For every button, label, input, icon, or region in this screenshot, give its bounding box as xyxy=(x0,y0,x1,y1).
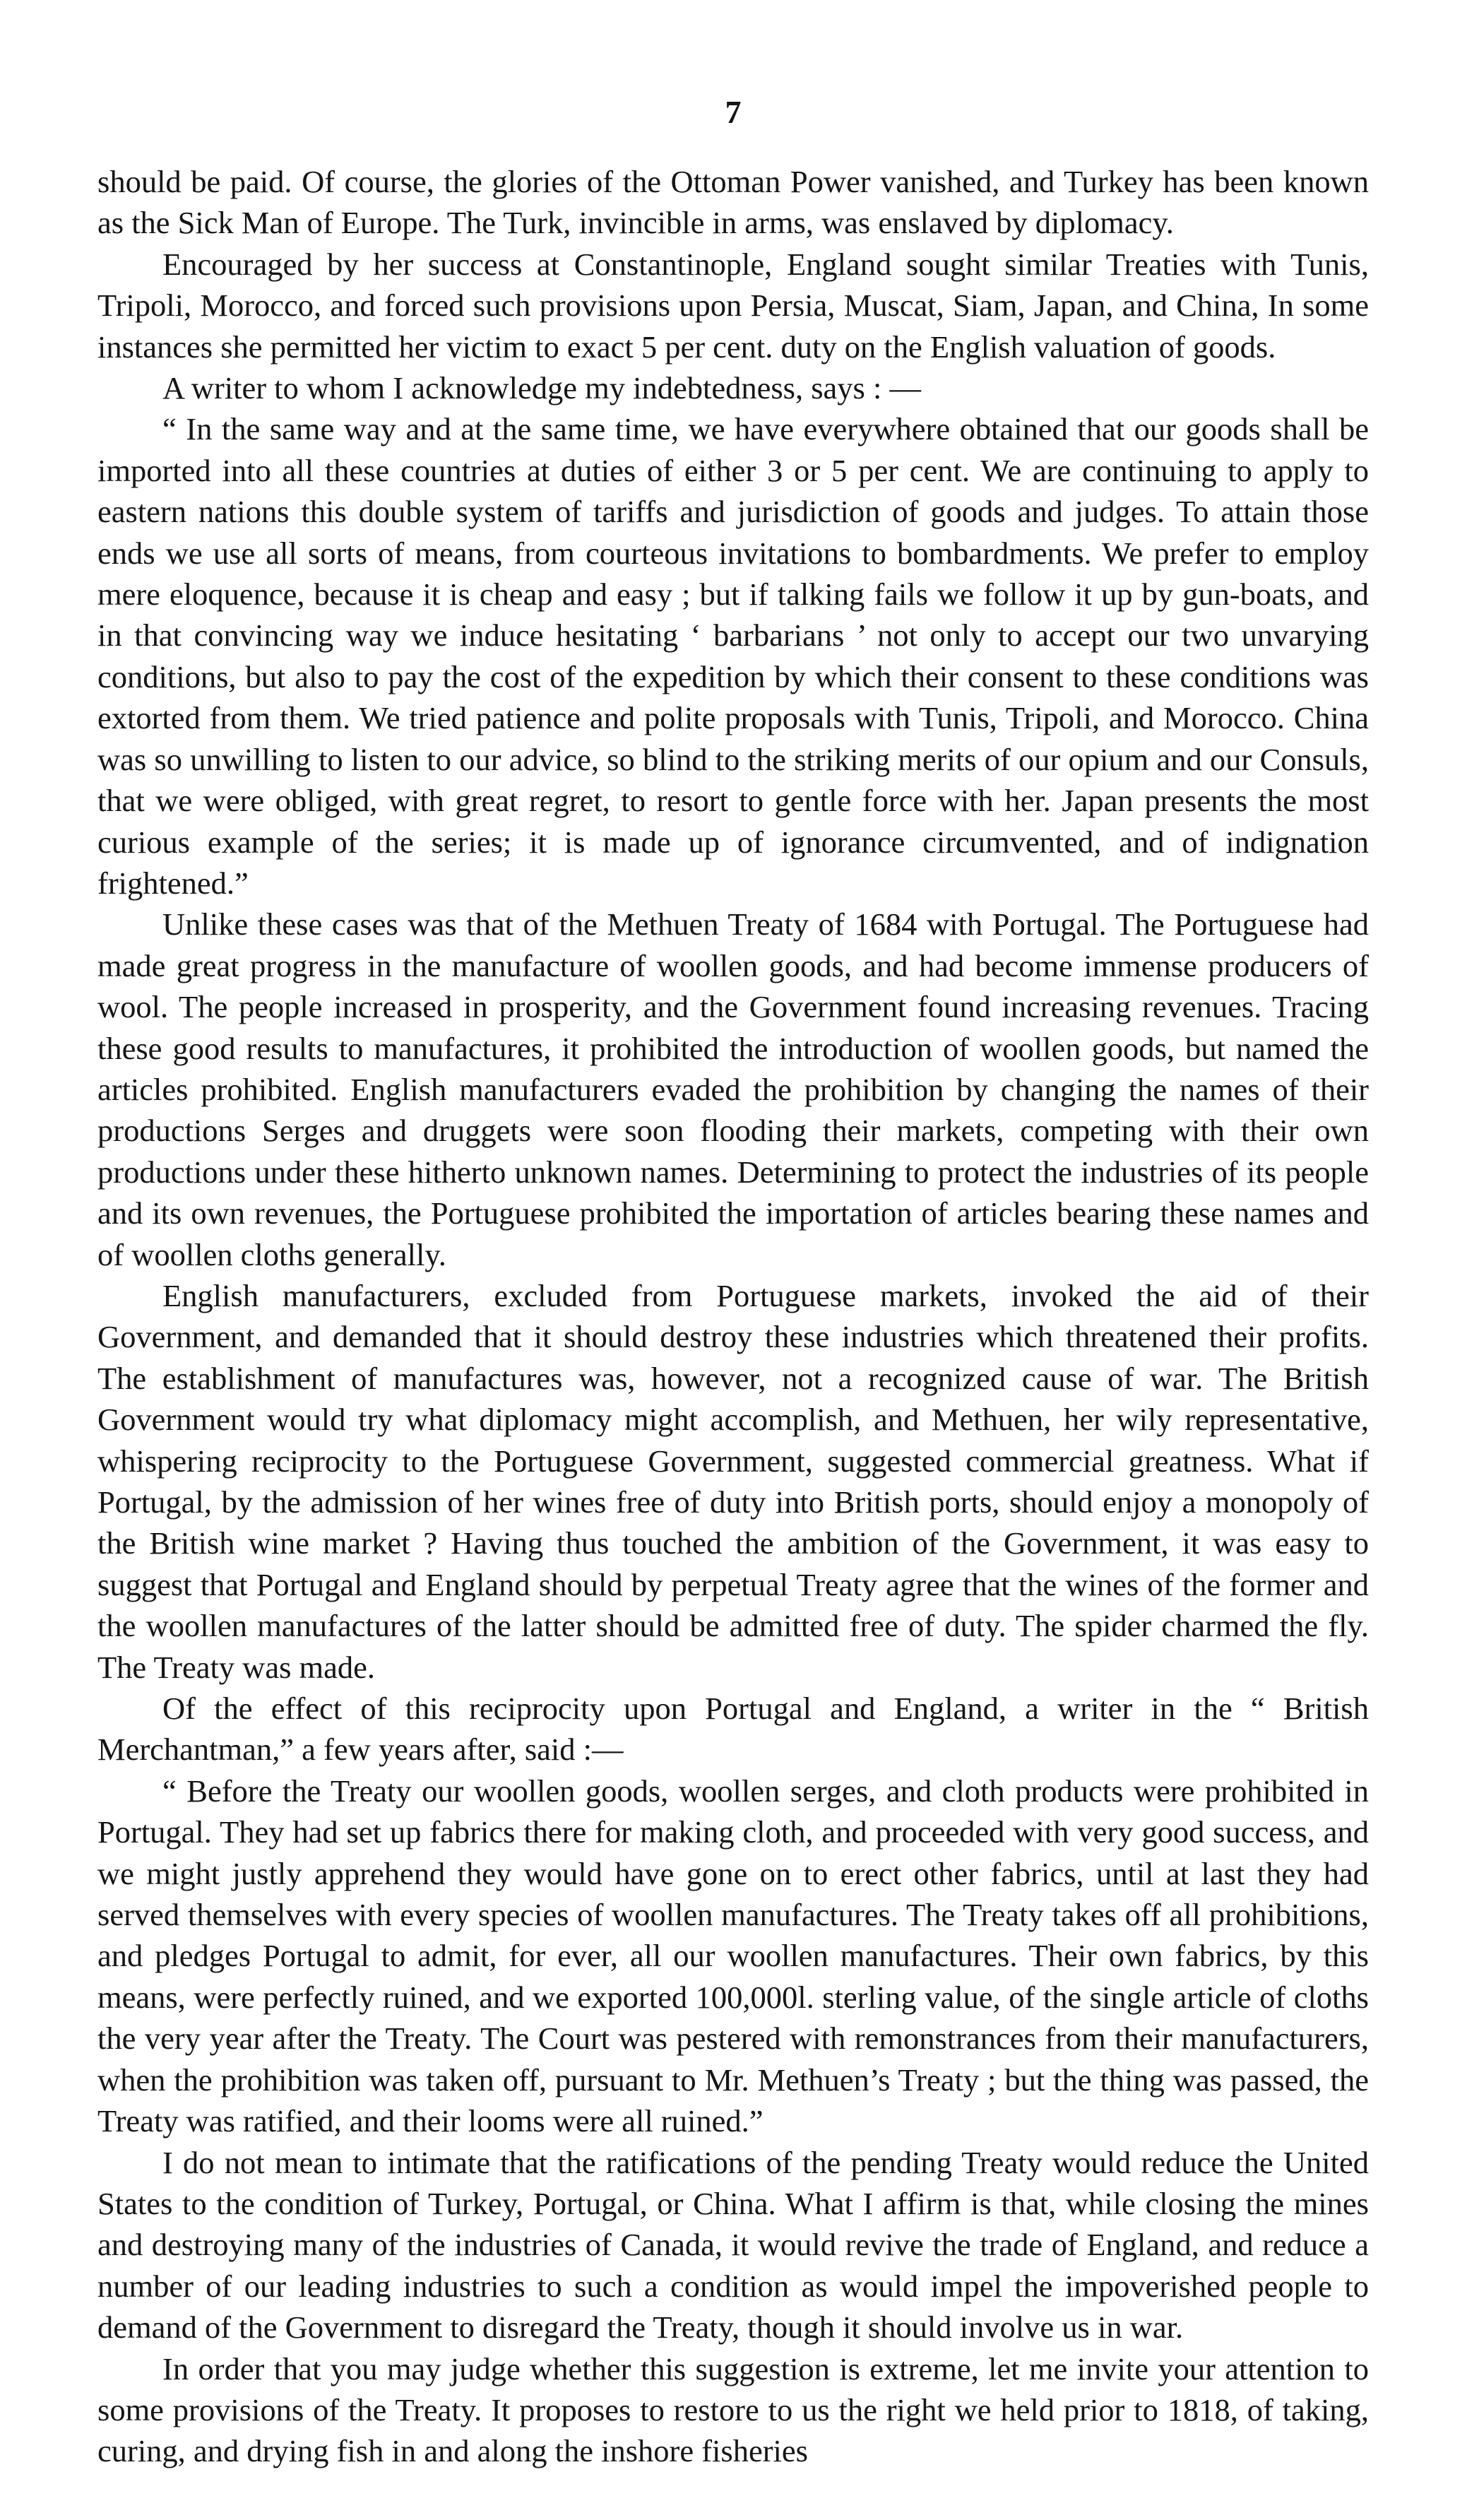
quotation-2: “ Before the Treaty our woollen goods, woollen serges, and cloth products were prohibited in Portugal. They had set up fabrics there for making cloth, and proceeded with very good success, and we might justly apprehend they would have gone on to erect other fabrics, until at last they had served themselves with every species of woollen manufactures. The Treaty takes off all prohibitions, and pledges Portugal to admit, for ever, all our woollen manufactures. Their own fabrics, by this means, were perfectly ruined, and we exported 100,000l. sterling value, of the single article of cloths the very year after the Treaty. The Court was pestered with remonstrances from their manufacturers, when the prohibition was taken off, pursuant to Mr. Methuen’s Treaty ; but the thing was passed, the Treaty was ratified, and their looms were all ruined.” xyxy=(97,1773,1369,2139)
paragraph-8: In order that you may judge whether this suggestion is extreme, let me invite your attention to some provisions of the Treaty. It proposes to restore to us the right we held prior to 1818, of taking, curing, and drying fish in and along the inshore fisheries xyxy=(97,2350,1369,2469)
paragraph-5: English manufacturers, excluded from Portuguese markets, invoked the aid of their Government, and demanded that it should destroy these industries which threatened their profits. The establishment of manufactures was, however, not a recognized cause of war. The British Government would try what diplomacy might accomplish, and Methuen, her wily representative, whispering reciprocity to the Portuguese Government, suggested commercial greatness. What if Portugal, by the admission of her wines free of duty into British ports, should enjoy a monopoly of the British wine market ? Having thus touched the ambition of the Government, it was easy to suggest that Portugal and England should by perpetual Treaty agree that the wines of the former and the woollen manufactures of the latter should be admitted free of duty. The spider charmed the fly. The Treaty was made. xyxy=(97,1277,1369,1685)
paragraph-4: Unlike these cases was that of the Methuen Treaty of 1684 with Portugal. The Portuguese had made great progress in the manufacture of woollen goods, and had become immense producers of wool. The people increased in prosperity, and the Government found increasing revenues. Tracing these good results to manufactures, it prohibited the introduction of woollen goods, but named the articles prohibited. English manufacturers evaded the prohibition by changing the names of their productions Serges and druggets were soon flooding their markets, competing with their own productions under these hitherto unknown names. Determining to protect the industries of its people and its own revenues, the Portuguese prohibited the importation of articles bearing these names and of woollen cloths generally. xyxy=(97,906,1369,1272)
paragraph-1: should be paid. Of course, the glories of the Ottoman Power vanished, and Turkey has been known as the Sick Man of Europe. The Turk, invincible in arms, was enslaved by diplomacy. xyxy=(97,164,1369,241)
quotation-1: “ In the same way and at the same time, we have everywhere obtained that our goods shall be imported into all these countries at duties of either 3 or 5 per cent. We are continuing to apply to eastern nations this double system of tariffs and jurisdiction of goods and judges. To attain those ends we use all sorts of means, from courteous invitations to bombardments. We prefer to employ mere eloquence, because it is cheap and easy ; but if talking fails we follow it up by gun-boats, and in that convincing way we induce hesitating ‘ barbarians ’ not only to accept our two unvarying conditions, but also to pay the cost of the expedition by which their consent to these conditions was extorted from them. We tried patience and polite proposals with Tunis, Tripoli, and Morocco. China was so unwilling to listen to our advice, so blind to the striking merits of our opium and our Consuls, that we were obliged, with great regret, to resort to gentle force with her. Japan presents the most curious example of the series; it is made up of ignorance circumvented, and of indignation frightened.” xyxy=(97,411,1369,901)
paragraph-2: Encouraged by her success at Constantinople, England sought similar Treaties with Tunis, Tripoli, Morocco, and forced such provisions upon Persia, Muscat, Siam, Japan, and China, In some instances she permitted her victim to exact 5 per cent. duty on the English valuation of goods. xyxy=(97,246,1369,365)
page-number: 7 xyxy=(725,94,742,130)
body-text xyxy=(97,161,1369,2472)
paragraph-7: I do not mean to intimate that the ratifications of the pending Treaty would reduce the United States to the condition of Turkey, Portugal, or China. What I affirm is that, while closing the mines and destroying many of the industries of Canada, it would revive the trade of England, and reduce a number of our leading industries to such a condition as would impel the impoverished people to demand of the Government to disregard the Treaty, though it should involve us in war. xyxy=(97,2144,1369,2346)
paragraph-6: Of the effect of this reciprocity upon Portugal and England, a writer in the “ British Merchantman,” a few years after, said :— xyxy=(97,1691,1369,1768)
paragraph-3: A writer to whom I acknowledge my indebtedness, says : — xyxy=(162,370,921,406)
